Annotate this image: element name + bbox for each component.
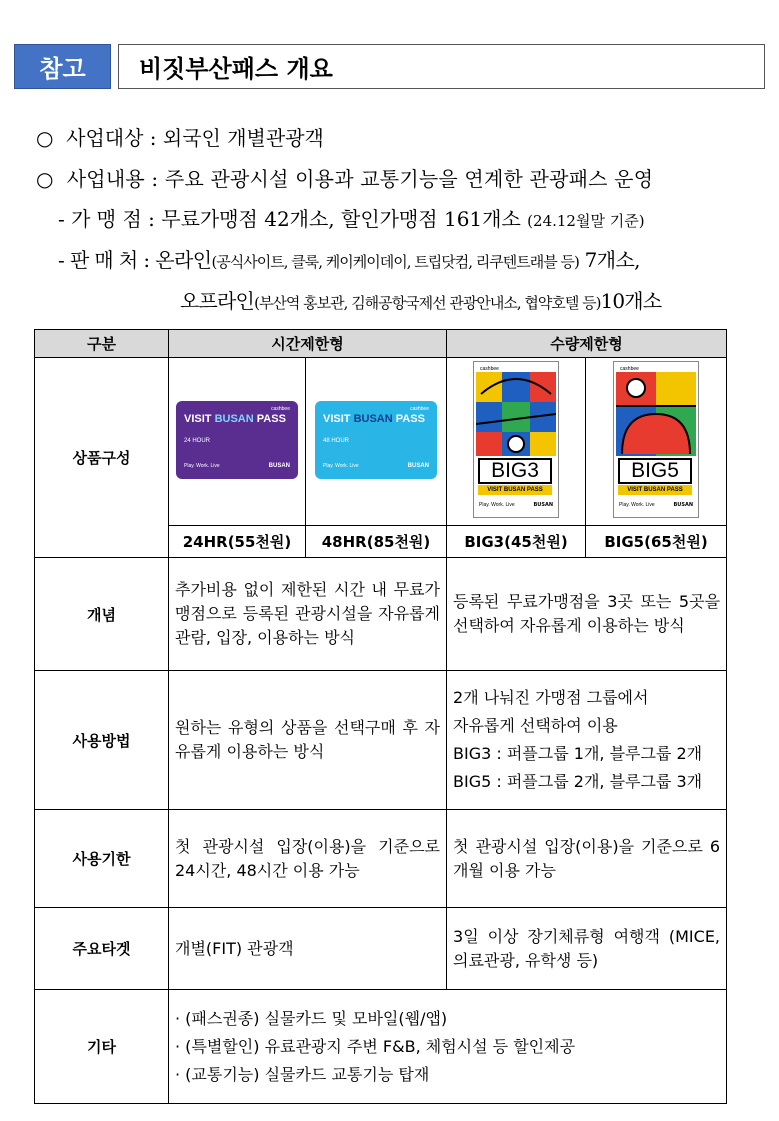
- card-hours: 48 HOUR: [323, 437, 350, 444]
- bullet-dash: -: [58, 248, 65, 272]
- overview-table: [34, 329, 727, 1104]
- bullet-mark: ○: [36, 167, 54, 191]
- big5-name: BIG5: [618, 458, 692, 484]
- bullet-content: [36, 163, 653, 192]
- target-time: 개별(FIT) 관광객: [169, 908, 447, 990]
- product-image-big3: [447, 358, 586, 526]
- bullet-label: 사업내용 :: [66, 167, 159, 191]
- row-label-usage: 사용방법: [35, 671, 169, 810]
- card-visit: VISIT BUSAN PASS: [323, 412, 425, 425]
- bullet-value: 외국인 개별관광객: [162, 126, 324, 150]
- product-caption-big3: BIG3(45천원): [447, 526, 586, 558]
- period-time: 첫 관광시설 입장(이용)을 기준으로 24시간, 48시간 이용 가능: [169, 810, 447, 908]
- etc-line: · (특별할인) 유료관광지 주변 F&B, 체험시설 등 할인제공: [175, 1036, 576, 1056]
- bullet-label: 사업대상 :: [66, 126, 157, 150]
- card-48hr: [315, 401, 437, 479]
- big5-pass-label: VISIT BUSAN PASS: [618, 485, 692, 495]
- usage-quantity: [447, 671, 727, 810]
- product-image-48hr: [306, 358, 447, 526]
- card-big3: [473, 361, 559, 518]
- online-note: (공식사이트, 클룩, 케이케이데이, 트립닷컴, 리쿠텐트래블 등): [211, 253, 579, 271]
- row-label-etc: 기타: [35, 990, 169, 1104]
- card-footer: Play. Work. Live: [479, 502, 515, 508]
- card-hours: 24 HOUR: [184, 437, 211, 444]
- page-title: 비짓부산패스 개요: [118, 44, 765, 89]
- bullet-sales-offline: [180, 285, 661, 314]
- usage-line: BIG3 : 퍼플그룹 1개, 블루그룹 2개: [453, 744, 703, 763]
- card-brand: cashbee: [480, 366, 499, 372]
- bullet-value: 무료가맹점 42개소, 할인가맹점 161개소: [161, 207, 521, 231]
- bullet-target: [36, 122, 324, 151]
- bullet-dash: -: [58, 207, 65, 231]
- usage-line: 2개 나눠진 가맹점 그룹에서: [453, 688, 649, 707]
- bullet-value: 주요 관광시설 이용과 교통기능을 연계한 관광패스 운영: [164, 167, 654, 191]
- product-caption-24hr: 24HR(55천원): [169, 526, 306, 558]
- bullet-note: (24.12월말 기준): [527, 212, 645, 230]
- card-mark: BUSAN: [268, 462, 290, 469]
- card-footer: Play. Work. Live: [323, 462, 359, 469]
- etc-content: [169, 990, 727, 1104]
- offline-note: (부산역 홍보관, 김해공항국제선 관광안내소, 협약호텔 등): [254, 294, 601, 312]
- usage-time: 원하는 유형의 상품을 선택구매 후 자유롭게 이용하는 방식: [169, 671, 447, 810]
- big3-pass-label: VISIT BUSAN PASS: [478, 485, 552, 495]
- product-image-24hr: [169, 358, 306, 526]
- big3-artwork: [476, 364, 556, 456]
- bullet-affiliates: [58, 203, 645, 232]
- card-visit: VISIT BUSAN PASS: [184, 412, 286, 425]
- product-caption-48hr: 48HR(85천원): [306, 526, 447, 558]
- target-quantity: 3일 이상 장기체류형 여행객 (MICE, 의료관광, 유학생 등): [447, 908, 727, 990]
- card-big5: [613, 361, 699, 518]
- bullet-sales: [58, 244, 640, 273]
- bullet-label: 판 매 처 :: [69, 248, 150, 272]
- header-category: 구분: [35, 330, 169, 358]
- card-brand: cashbee: [410, 405, 429, 412]
- bullet-label: 가 맹 점 :: [71, 207, 155, 231]
- row-label-period: 사용기한: [35, 810, 169, 908]
- card-brand: cashbee: [271, 405, 290, 412]
- concept-time: 추가비용 없이 제한된 시간 내 무료가맹점으로 등록된 관광시설을 자유롭게 관람, 입장, 이용하는 방식: [169, 558, 447, 671]
- big5-artwork: [616, 364, 696, 456]
- card-brand: cashbee: [620, 366, 639, 372]
- usage-line: 자유롭게 선택하여 이용: [453, 716, 618, 735]
- bullet-mark: ○: [36, 126, 54, 150]
- product-image-big5: [586, 358, 727, 526]
- etc-line: · (패스권종) 실물카드 및 모바일(웹/앱): [175, 1008, 448, 1028]
- card-footer: Play. Work. Live: [619, 502, 655, 508]
- online-count: 7개소,: [584, 248, 640, 272]
- etc-line: · (교통기능) 실물카드 교통기능 탑재: [175, 1064, 430, 1084]
- online-label: 온라인: [155, 248, 212, 272]
- header-quantity-limited: 수량제한형: [447, 330, 727, 358]
- offline-count: 10개소: [600, 289, 662, 313]
- card-footer: Play. Work. Live: [184, 462, 220, 469]
- card-24hr: [176, 401, 298, 479]
- concept-quantity: 등록된 무료가맹점을 3곳 또는 5곳을 선택하여 자유롭게 이용하는 방식: [447, 558, 727, 671]
- card-mark: BUSAN: [673, 502, 694, 508]
- row-label-target: 주요타겟: [35, 908, 169, 990]
- offline-label: 오프라인: [180, 289, 255, 313]
- reference-tag: 참고: [14, 44, 111, 89]
- row-label-concept: 개념: [35, 558, 169, 671]
- row-label-product: 상품구성: [35, 358, 169, 558]
- card-mark: BUSAN: [533, 502, 554, 508]
- product-caption-big5: BIG5(65천원): [586, 526, 727, 558]
- usage-line: BIG5 : 퍼플그룹 2개, 블루그룹 3개: [453, 772, 703, 791]
- header-time-limited: 시간제한형: [169, 330, 447, 358]
- card-mark: BUSAN: [407, 462, 429, 469]
- period-quantity: 첫 관광시설 입장(이용)을 기준으로 6개월 이용 가능: [447, 810, 727, 908]
- big3-name: BIG3: [478, 458, 552, 484]
